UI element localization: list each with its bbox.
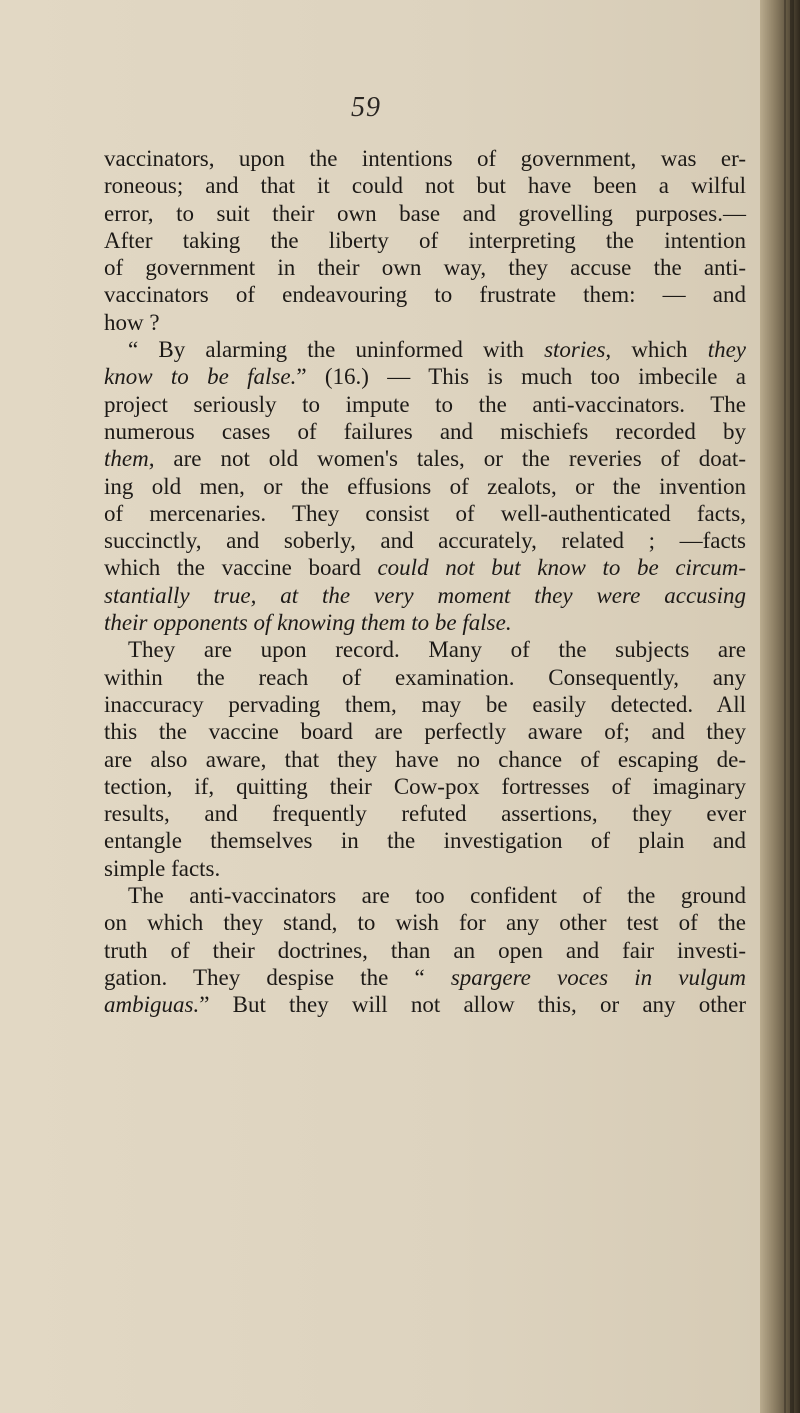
binding-stripe xyxy=(790,0,794,1413)
text-line: which the vaccine board could not but know to be circum- xyxy=(104,555,747,581)
text-line: project seriously to impute to the anti-vaccinators. The xyxy=(104,391,746,417)
text-line: error, to suit their own base and grovelling purposes.— xyxy=(104,200,746,226)
text-line: simple facts. xyxy=(104,855,221,881)
text-line: inaccuracy pervading them, may be easily detected. All xyxy=(104,691,746,717)
text-line: ambiguas.” But they will not allow this, or any other xyxy=(104,992,746,1018)
text-line: this the vaccine board are perfectly aware of; and they xyxy=(104,719,746,745)
text-line: The anti-vaccinators are too confident of the ground xyxy=(128,883,746,909)
text-line: truth of their doctrines, than an open and fair investi- xyxy=(104,937,746,963)
text-line: tection, if, quitting their Cow-pox fortresses of imaginary xyxy=(104,773,746,799)
text-line: ing old men, or the effusions of zealots, or the invention xyxy=(104,473,746,499)
text-line: are also aware, that they have no chance of escaping de- xyxy=(104,746,746,772)
text-line: how ? xyxy=(104,309,160,335)
text-line: entangle themselves in the investigation of plain and xyxy=(104,828,746,854)
page-number: 59 xyxy=(351,92,381,123)
text-line: roneous; and that it could not but have been a wilful xyxy=(104,173,746,199)
text-line: “ By alarming the uninformed with stories, which they xyxy=(128,337,746,363)
text-line: They are upon record. Many of the subjects are xyxy=(128,637,746,663)
text-line: vaccinators, upon the intentions of government, was er- xyxy=(104,146,746,171)
text-line: succinctly, and soberly, and accurately, related ; —facts xyxy=(104,528,746,554)
text-line: results, and frequently refuted assertions, they ever xyxy=(104,801,746,827)
text-line: them, are not old women's tales, or the reveries of doat- xyxy=(104,446,746,472)
page-body xyxy=(104,145,746,1019)
text-line: gation. They despise the “ spargere voces in vulgum xyxy=(104,964,746,990)
text-line: numerous cases of failures and mischiefs recorded by xyxy=(104,418,746,444)
binding-stripe xyxy=(784,0,786,1413)
binding-edge xyxy=(760,0,800,1413)
text-line: of government in their own way, they accuse the anti- xyxy=(104,255,746,281)
text-line: within the reach of examination. Consequently, any xyxy=(104,664,746,690)
text-line: vaccinators of endeavouring to frustrate them: — and xyxy=(104,282,746,308)
text-line: After taking the liberty of interpreting the intention xyxy=(104,227,746,253)
text-line: stantially true, at the very moment they were accusing xyxy=(104,582,746,608)
text-line: know to be false.” (16.) — This is much too imbecile a xyxy=(104,364,746,390)
text-line: on which they stand, to wish for any other test of the xyxy=(104,910,746,936)
text-line: of mercenaries. They consist of well-authenticated facts, xyxy=(104,500,746,526)
text-line: their opponents of knowing them to be false. xyxy=(104,610,512,636)
